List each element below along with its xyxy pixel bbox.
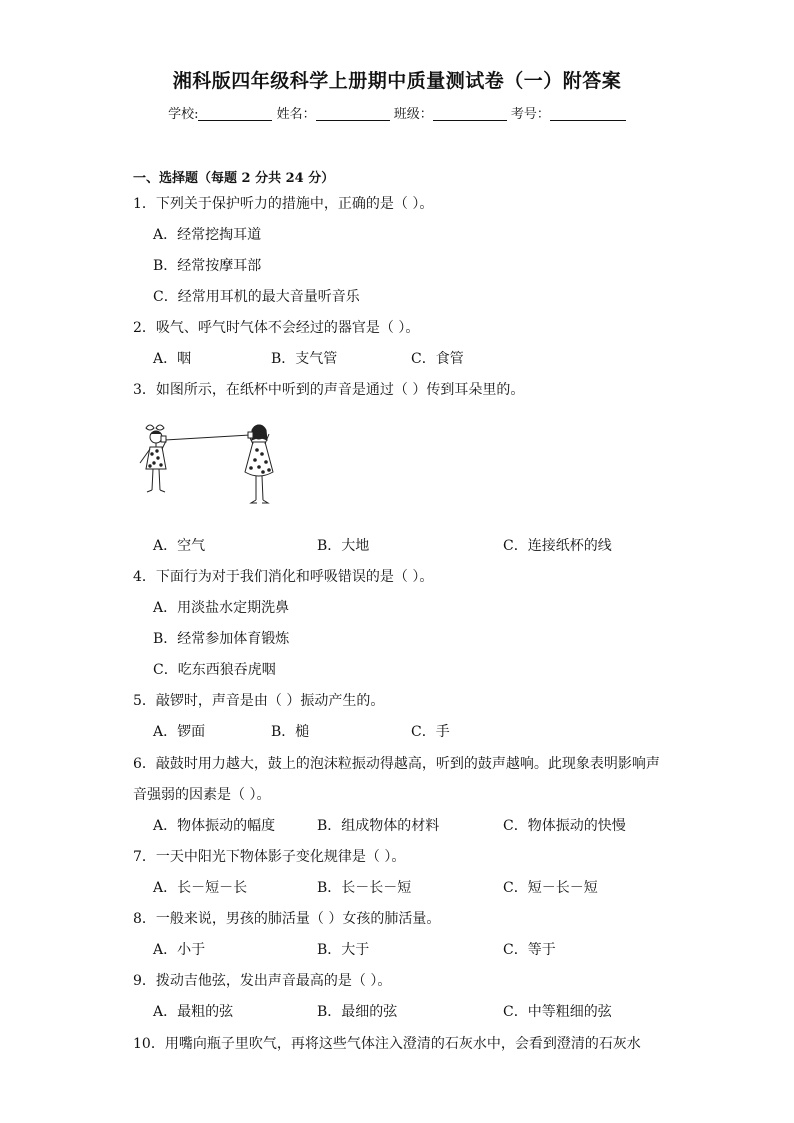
q4-option-a[interactable]: A．用淡盐水定期洗鼻 bbox=[153, 600, 290, 616]
q3-option-c[interactable]: C．连接纸杯的线 bbox=[503, 538, 612, 554]
number-label: 考号： bbox=[510, 107, 550, 122]
q8-option-c[interactable]: C．等于 bbox=[503, 942, 556, 958]
q9-option-b[interactable]: B．最细的弦 bbox=[317, 1004, 398, 1020]
name-label: 姓名： bbox=[276, 107, 316, 122]
telephone-string bbox=[165, 435, 250, 440]
q6-option-b[interactable]: B．组成物体的材料 bbox=[317, 818, 440, 834]
question-1: 1．下列关于保护听力的措施中，正确的是（ ）。 bbox=[133, 196, 434, 212]
question-4: 4．下面行为对于我们消化和呼吸错误的是（ ）。 bbox=[133, 569, 434, 585]
student-info-line bbox=[0, 103, 794, 122]
question-2: 2．吸气、呼气时气体不会经过的器官是（ ）。 bbox=[133, 320, 420, 336]
section-heading: 一、选择题（每题 2 分共 24 分） bbox=[133, 171, 335, 186]
q1-option-a[interactable]: A．经常挖掏耳道 bbox=[153, 227, 262, 243]
q9-option-c[interactable]: C．中等粗细的弦 bbox=[503, 1004, 612, 1020]
q9-option-a[interactable]: A．最粗的弦 bbox=[153, 1004, 234, 1020]
question-3: 3．如图所示，在纸杯中听到的声音是通过（ ）传到耳朵里的。 bbox=[133, 382, 525, 398]
name-blank[interactable] bbox=[316, 106, 390, 121]
q8-option-a[interactable]: A．小于 bbox=[153, 942, 206, 958]
number-blank[interactable] bbox=[550, 106, 626, 121]
class-blank[interactable] bbox=[433, 106, 507, 121]
q6-option-a[interactable]: A．物体振动的幅度 bbox=[153, 818, 276, 834]
q3-option-a[interactable]: A．空气 bbox=[153, 538, 206, 554]
string-telephone-figure bbox=[128, 420, 288, 515]
q2-option-a[interactable]: A．咽 bbox=[153, 351, 192, 367]
school-blank[interactable] bbox=[198, 106, 272, 121]
q7-option-a[interactable]: A．长－短－长 bbox=[153, 880, 248, 896]
q1-option-b[interactable]: B．经常按摩耳部 bbox=[153, 258, 262, 274]
q7-option-c[interactable]: C．短－长－短 bbox=[503, 880, 598, 896]
page-title: 湘科版四年级科学上册期中质量测试卷（一）附答案 bbox=[172, 70, 622, 92]
question-6-line-2: 音强弱的因素是（ ）。 bbox=[133, 787, 271, 803]
question-7: 7．一天中阳光下物体影子变化规律是（ ）。 bbox=[133, 849, 406, 865]
question-10: 10．用嘴向瓶子里吹气，再将这些气体注入澄清的石灰水中，会看到澄清的石灰水 bbox=[133, 1036, 641, 1052]
q5-option-c[interactable]: C．手 bbox=[411, 724, 450, 740]
q8-option-b[interactable]: B．大于 bbox=[317, 942, 370, 958]
q4-option-c[interactable]: C．吃东西狼吞虎咽 bbox=[153, 662, 276, 678]
question-8: 8．一般来说，男孩的肺活量（ ）女孩的肺活量。 bbox=[133, 911, 441, 927]
question-6-line-1: 6．敲鼓时用力越大，鼓上的泡沫粒振动得越高，听到的鼓声越响。此现象表明影响声 bbox=[133, 756, 660, 772]
right-girl bbox=[245, 425, 273, 503]
q6-option-c[interactable]: C．物体振动的快慢 bbox=[503, 818, 626, 834]
q7-option-b[interactable]: B．长－长－短 bbox=[317, 880, 412, 896]
q2-option-b[interactable]: B．支气管 bbox=[271, 351, 338, 367]
class-label: 班级： bbox=[393, 107, 433, 122]
q5-option-a[interactable]: A．锣面 bbox=[153, 724, 206, 740]
q1-option-c[interactable]: C．经常用耳机的最大音量听音乐 bbox=[153, 289, 360, 305]
question-9: 9．拨动吉他弦，发出声音最高的是（ ）。 bbox=[133, 973, 392, 989]
q5-option-b[interactable]: B．槌 bbox=[271, 724, 310, 740]
q3-option-b[interactable]: B．大地 bbox=[317, 538, 370, 554]
q4-option-b[interactable]: B．经常参加体育锻炼 bbox=[153, 631, 290, 647]
left-girl bbox=[140, 425, 166, 492]
question-5: 5．敲锣时，声音是由（ ）振动产生的。 bbox=[133, 693, 385, 709]
school-label: 学校: bbox=[168, 107, 199, 122]
q2-option-c[interactable]: C．食管 bbox=[411, 351, 464, 367]
